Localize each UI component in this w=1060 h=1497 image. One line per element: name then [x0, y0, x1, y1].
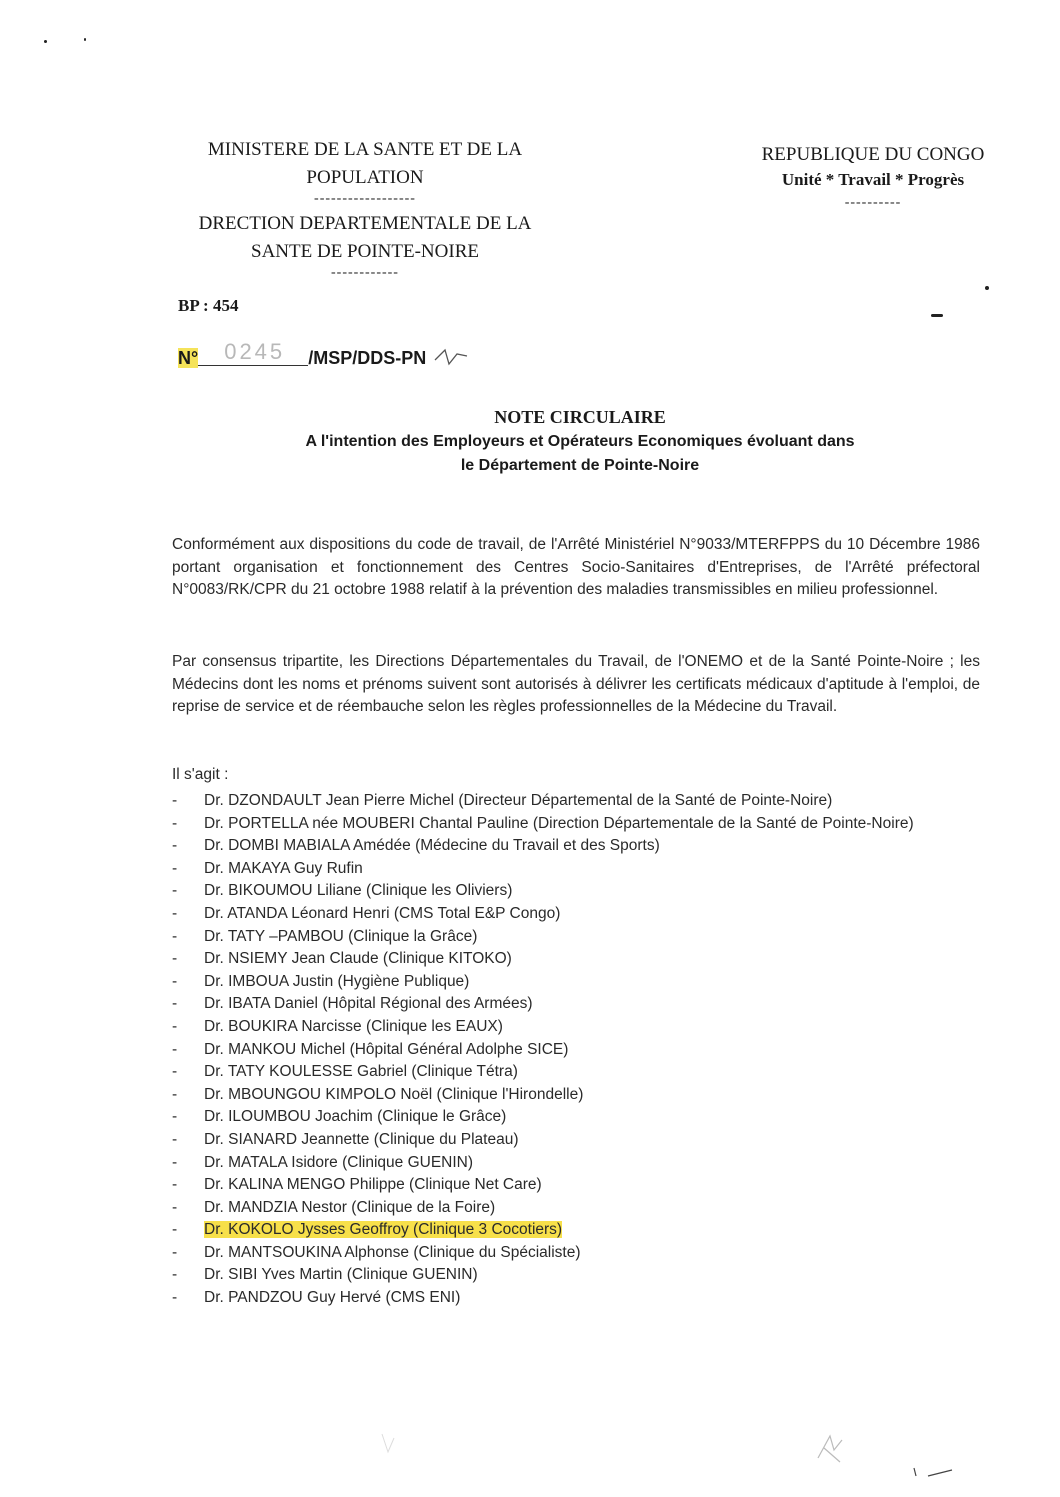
- doctor-workplace: (Clinique Net Care): [409, 1176, 542, 1194]
- doctor-list-item: [172, 790, 980, 813]
- doctor-name: Dr. MANDZIA Nestor: [204, 1198, 347, 1216]
- doctor-name: Dr. DOMBI MABIALA Amédée: [204, 837, 411, 855]
- doctor-workplace: (Clinique les Oliviers): [365, 882, 513, 900]
- separator: ----------: [844, 195, 902, 210]
- doctor-list-item: [172, 1174, 980, 1197]
- doctor-name: Dr. TATY –PAMBOU: [204, 927, 344, 945]
- handwritten-mark-icon: [908, 1462, 958, 1482]
- list-bullet: -: [172, 1176, 178, 1194]
- paragraph-legal-basis: Conformément aux dispositions du code de travail, de l'Arrêté Ministériel N°9033/MTERFPPS du 10 Décembre 1986 portant organisation et fonctionnement des Centres Socio-Sanitaires d'Entreprises, de l'Arrêté préfectoral N°0083/RK/CPR du 21 octobre 1988 relatif à la prévention des maladies transmissibles en milieu professionnel.: [172, 536, 980, 598]
- reference-prefix: N°: [178, 348, 199, 368]
- letterhead-country-block: [718, 142, 1028, 210]
- doctor-list-item: [172, 1061, 980, 1084]
- doctor-name: Dr. MAKAYA Guy Rufin: [204, 859, 363, 877]
- ministry-line-1: MINISTERE DE LA SANTE ET DE LA: [207, 139, 523, 160]
- document-subtitle-line-2: le Département de Pointe-Noire: [460, 457, 700, 474]
- doctor-workplace: (Clinique Tétra): [411, 1063, 518, 1081]
- list-bullet: -: [172, 1040, 178, 1058]
- doctor-workplace: (Clinique KITOKO): [382, 950, 512, 968]
- list-bullet: -: [172, 927, 178, 945]
- letterhead-ministry-block: [150, 136, 580, 280]
- doctor-name: Dr. MANTSOUKINA Alphonse: [204, 1243, 410, 1261]
- ministry-line-2: POPULATION: [306, 167, 424, 188]
- doctor-workplace: (Médecine du Travail et des Sports): [415, 837, 660, 855]
- country-motto: Unité * Travail * Progrès: [781, 170, 965, 189]
- scan-speck: [931, 314, 943, 317]
- doctor-list-item: [172, 926, 980, 949]
- list-bullet: -: [172, 792, 178, 809]
- doctor-list-item: [172, 1039, 980, 1062]
- doctor-list-item: [172, 813, 980, 836]
- list-bullet: -: [172, 1198, 178, 1216]
- separator: ------------------: [314, 191, 416, 206]
- document-title: NOTE CIRCULAIRE: [494, 407, 666, 427]
- doctor-name: Dr. SIBI Yves Martin: [204, 1266, 343, 1284]
- doctor-list-item: [172, 1287, 980, 1310]
- doctor-workplace: (Clinique 3 Cocotiers): [413, 1221, 563, 1239]
- doctor-name: Dr. SIANARD Jeannette: [204, 1130, 370, 1148]
- doctor-name: Dr. MBOUNGOU KIMPOLO Noël: [204, 1085, 433, 1103]
- postal-box: BP : 454: [178, 296, 239, 315]
- list-bullet: -: [172, 950, 178, 968]
- doctor-name: Dr. PORTELLA née MOUBERI Chantal Pauline: [204, 814, 529, 832]
- doctor-workplace: (CMS Total E&P Congo): [393, 904, 561, 922]
- doctor-workplace: (Clinique les EAUX): [365, 1017, 503, 1035]
- list-bullet: -: [172, 1153, 178, 1171]
- scan-speck: [44, 40, 47, 43]
- doctor-workplace: (Clinique GUENIN): [342, 1153, 474, 1171]
- doctor-name: Dr. BOUKIRA Narcisse: [204, 1017, 362, 1035]
- doctor-workplace: (Clinique le Grâce): [377, 1108, 507, 1126]
- list-bullet: -: [172, 1130, 178, 1148]
- doctor-name: Dr. KOKOLO Jysses Geoffroy: [204, 1221, 409, 1239]
- list-bullet: -: [172, 972, 178, 990]
- doctor-name: Dr. BIKOUMOU Liliane: [204, 882, 362, 900]
- list-bullet: -: [172, 1017, 178, 1035]
- doctor-workplace: (Clinique GUENIN): [346, 1266, 478, 1284]
- list-bullet: -: [172, 904, 178, 922]
- list-bullet: -: [172, 1063, 178, 1081]
- scan-speck: [84, 38, 86, 41]
- list-bullet: -: [172, 814, 178, 832]
- list-bullet: -: [172, 1108, 178, 1126]
- doctor-list-item: [172, 993, 980, 1016]
- doctor-list-item: [172, 880, 980, 903]
- paragraph-authorization: Par consensus tripartite, les Directions Départementales du Travail, de l'ONEMO et de la Santé Pointe-Noire ; les Médecins dont les noms et prénoms suivent sont autorisés à délivrer les certificats médicaux d'aptitude à l'emploi, de reprise de service et de réembauche selon les règles professionnelles de la Médecine du Travail.: [172, 653, 980, 715]
- doctor-workplace: (Clinique l'Hirondelle): [436, 1085, 584, 1103]
- separator: ------------: [331, 265, 399, 280]
- doctor-list-item: [172, 1084, 980, 1107]
- doctor-list-item: [172, 1129, 980, 1152]
- doctor-list-item: [172, 971, 980, 994]
- doctor-name: Dr. ILOUMBOU Joachim: [204, 1108, 373, 1126]
- doctor-name: Dr. MANKOU Michel: [204, 1040, 346, 1058]
- list-bullet: -: [172, 837, 178, 855]
- doctor-name: Dr. NSIEMY Jean Claude: [204, 950, 379, 968]
- doctor-list-item: [172, 1152, 980, 1175]
- direction-line-1: DRECTION DEPARTEMENTALE DE LA: [198, 213, 532, 234]
- doctor-workplace: (Directeur Départemental de la Santé de Pointe-Noire): [458, 792, 833, 809]
- list-bullet: -: [172, 1085, 178, 1103]
- scan-speck: [985, 286, 989, 290]
- doctor-list-item: [172, 835, 980, 858]
- doctor-workplace: (Clinique du Spécialiste): [413, 1243, 581, 1261]
- list-bullet: -: [172, 1243, 178, 1261]
- doctor-list-item: [172, 1106, 980, 1129]
- doctor-list-item: [172, 1264, 980, 1287]
- direction-line-2: SANTE DE POINTE-NOIRE: [251, 241, 479, 262]
- doctor-name: Dr. IBATA Daniel: [204, 995, 318, 1013]
- handwritten-mark-icon: [431, 346, 471, 368]
- doctor-list: [172, 790, 980, 1310]
- list-bullet: -: [172, 1289, 178, 1307]
- doctor-list-item: [172, 858, 980, 881]
- reference-number: [178, 339, 471, 369]
- doctor-list-item: [172, 1197, 980, 1220]
- reference-suffix: /MSP/DDS-PN: [308, 348, 427, 368]
- doctor-name: Dr. MATALA Isidore: [204, 1153, 338, 1171]
- reference-handwritten-number: 0245: [224, 339, 286, 364]
- doctor-name: Dr. ATANDA Léonard Henri: [204, 904, 390, 922]
- doctor-list-item: [172, 948, 980, 971]
- faint-mark-icon: [372, 1428, 402, 1458]
- doctor-list-item: [172, 903, 980, 926]
- list-bullet: -: [172, 995, 178, 1013]
- doctor-workplace: (Direction Départementale de la Santé de Pointe-Noire): [532, 814, 914, 832]
- doctor-workplace: (Clinique la Grâce): [348, 927, 478, 945]
- doctor-workplace: (Hygiène Publique): [337, 972, 470, 990]
- doctor-list-item: [172, 1219, 980, 1242]
- doctor-list-item: [172, 1016, 980, 1039]
- doctor-list-item: [172, 1242, 980, 1265]
- doctor-workplace: (Hôpital Général Adolphe SICE): [349, 1040, 569, 1058]
- list-bullet: -: [172, 1221, 178, 1239]
- handwritten-mark-icon: [810, 1428, 850, 1468]
- title-block: [200, 404, 960, 478]
- doctor-name: Dr. KALINA MENGO Philippe: [204, 1176, 405, 1194]
- document-subtitle-line-1: A l'intention des Employeurs et Opérateurs Economiques évoluant dans: [305, 433, 855, 450]
- reference-blank: [198, 339, 308, 366]
- list-bullet: -: [172, 882, 178, 900]
- doctor-name: Dr. TATY KOULESSE Gabriel: [204, 1063, 408, 1081]
- doctor-workplace: (Clinique du Plateau): [373, 1130, 519, 1148]
- doctor-workplace: (Hôpital Régional des Armées): [322, 995, 533, 1013]
- doctor-workplace: (CMS ENI): [385, 1289, 461, 1307]
- doctor-name: Dr. IMBOUA Justin: [204, 972, 334, 990]
- doctor-name: Dr. DZONDAULT Jean Pierre Michel: [204, 792, 455, 809]
- doctor-workplace: (Clinique de la Foire): [351, 1198, 496, 1216]
- doctor-name: Dr. PANDZOU Guy Hervé: [204, 1289, 382, 1307]
- list-bullet: -: [172, 859, 178, 877]
- country-name: REPUBLIQUE DU CONGO: [761, 144, 985, 165]
- list-bullet: -: [172, 1266, 178, 1284]
- list-intro: Il s'agit :: [172, 766, 229, 783]
